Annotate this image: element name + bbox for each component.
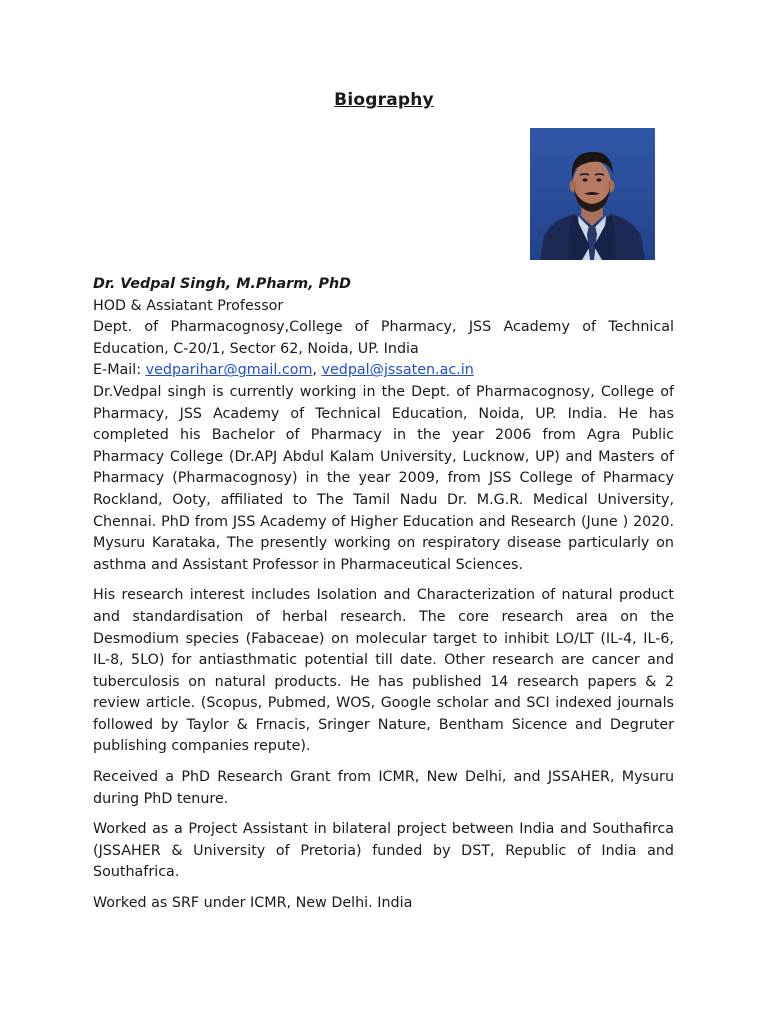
biography-body xyxy=(93,274,674,915)
email-link-secondary[interactable]: vedpal@jssaten.ac.in xyxy=(321,362,474,379)
person-address: Dept. of Pharmacognosy,College of Pharmacy, JSS Academy of Technical Education, C-20/1, Sector 62, Noida, UP. India xyxy=(93,319,674,357)
email-separator: , xyxy=(312,362,322,379)
email-line xyxy=(93,360,674,382)
person-position: HOD & Assiatant Professor xyxy=(93,297,284,314)
email-label: E-Mail: xyxy=(93,362,146,379)
profile-photo xyxy=(530,128,655,260)
bio-paragraph-4: Worked as a Project Assistant in bilateral project between India and Southafirca (JSSAHER & University of Pretoria) funded by DST, Republic of India and Southafrica. xyxy=(93,821,674,881)
bio-paragraph-5: Worked as SRF under ICMR, New Delhi. India xyxy=(93,895,413,912)
email-link-primary[interactable]: vedparihar@gmail.com xyxy=(145,362,313,379)
bio-paragraph-2: His research interest includes Isolation and Characterization of natural product and standardisation of herbal research. The core research area on the Desmodium species (Fabaceae) on molecular target to inhibit LO/LT (IL-4, IL-6, IL-8, 5LO) for antiasthmatic potential till date. Other research are cancer and tuberculosis on natural products. He has published 14 research papers & 2 review article. (Scopus, Pubmed, WOS, Google scholar and SCI indexed journals followed by Taylor & Frnacis, Sringer Nature, Bentham Sicence and Degruter publishing companies repute). xyxy=(93,587,674,755)
page-title: Biography xyxy=(334,90,434,110)
person-name: Dr. Vedpal Singh, M.Pharm, PhD xyxy=(93,276,352,292)
bio-paragraph-1: Dr.Vedpal singh is currently working in the Dept. of Pharmacognosy, College of Pharmacy, JSS Academy of Technical Education, Noida, UP. India. He has completed his Bachelor of Pharmacy in the year 2006 from Agra Public Pharmacy College (Dr.APJ Abdul Kalam University, Lucknow, UP) and Masters of Pharmacy (Pharmacognosy) in the year 2009, from JSS College of Pharmacy Rockland, Ooty, affiliated to The Tamil Nadu Dr. M.G.R. Medical University, Chennai. PhD from JSS Academy of Higher Education and Research (June ) 2020. Mysuru Karataka, The presently working on respiratory disease particularly on asthma and Assistant Professor in Pharmaceutical Sciences. xyxy=(93,383,674,573)
portrait-image xyxy=(530,128,655,260)
bio-paragraph-3: Received a PhD Research Grant from ICMR, New Delhi, and JSSAHER, Mysuru during PhD tenure. xyxy=(93,769,674,807)
